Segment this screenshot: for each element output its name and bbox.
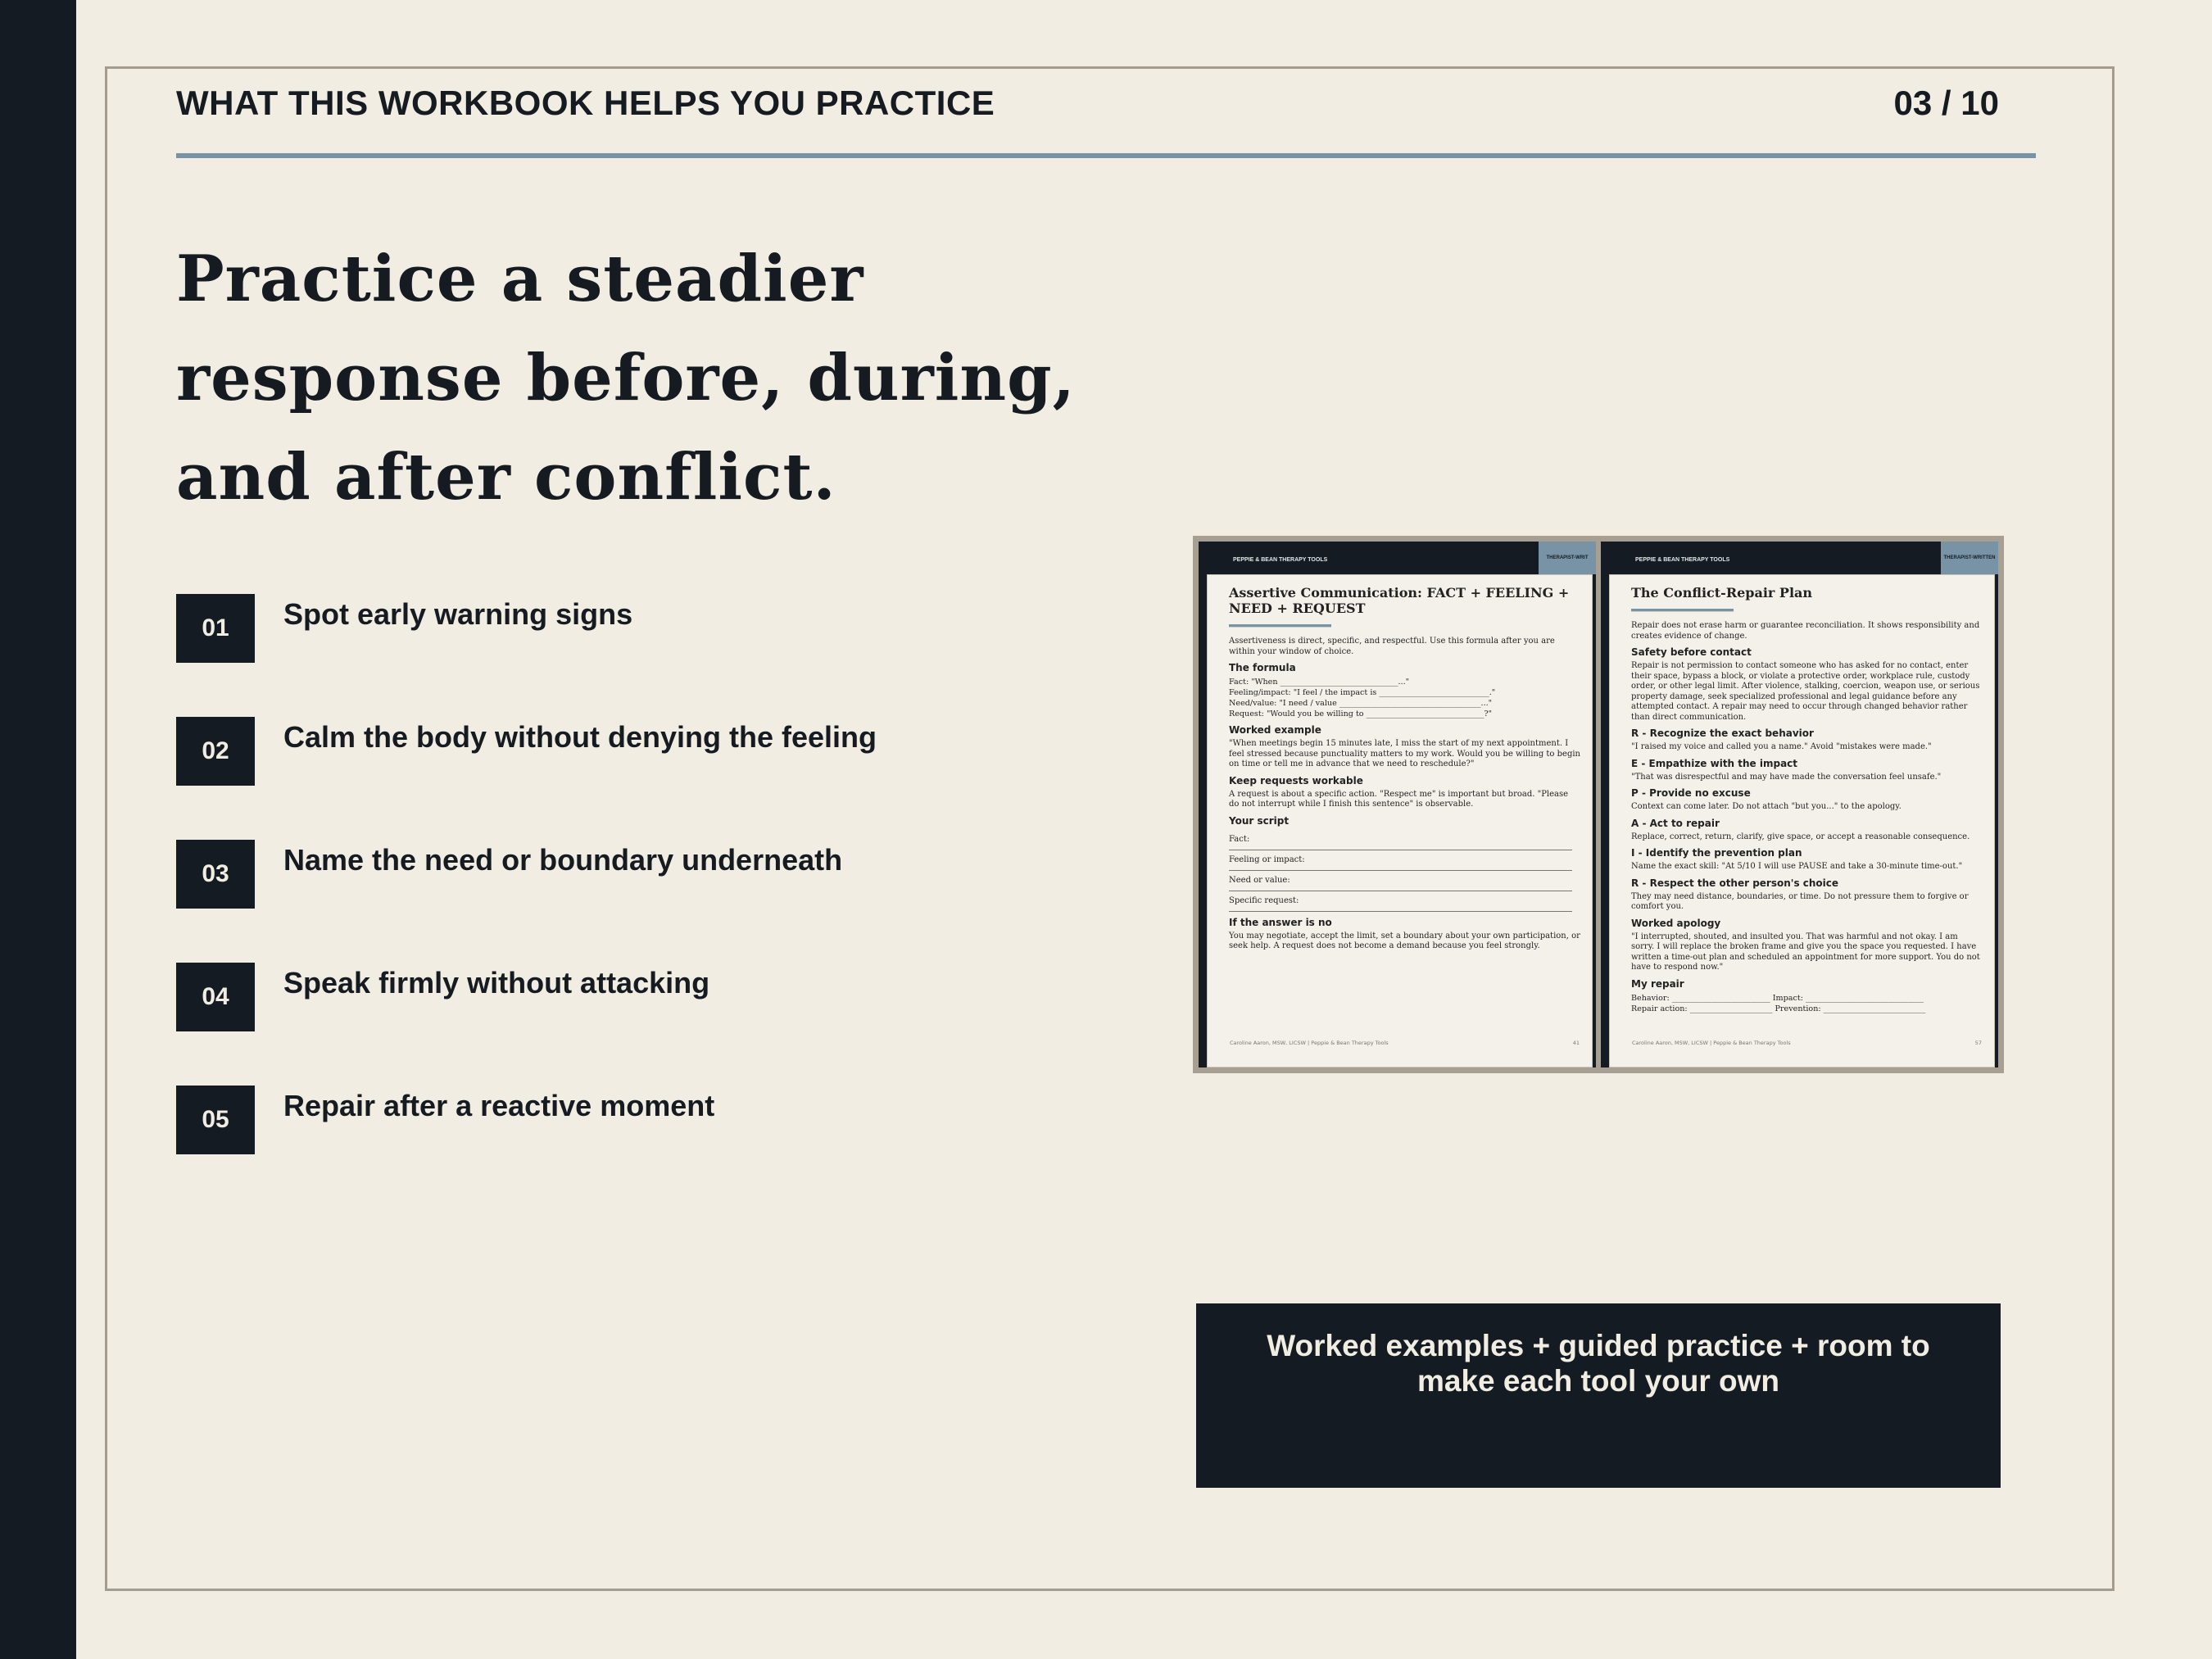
step-text: They may need distance, boundaries, or time. Do not pressure them to forgive or comfort you. bbox=[1631, 891, 1969, 911]
step-text: Name the exact skill: "At 5/10 I will use PAUSE and take a 30-minute time-out." bbox=[1631, 862, 1963, 871]
step-heading: R - Respect the other person's choice bbox=[1631, 877, 1839, 889]
step-heading: R - Recognize the exact behavior bbox=[1631, 728, 1814, 739]
page-brand: PEPPIE & BEAN THERAPY TOOLS bbox=[1233, 557, 1328, 563]
page-footer bbox=[1632, 1040, 1982, 1046]
page-title-rule bbox=[1631, 609, 1734, 612]
step-text: "I raised my voice and called you a name." Avoid "mistakes were made." bbox=[1631, 742, 1932, 751]
list-item bbox=[176, 717, 1077, 786]
formula-line: Request: "Would you be willing to ______________________________?" bbox=[1229, 709, 1493, 718]
step-text: "That was disrespectful and may have made the conversation feel unsafe." bbox=[1631, 772, 1942, 782]
page-footer-number: 57 bbox=[1974, 1040, 1982, 1046]
page-title: The Conflict-Repair Plan bbox=[1631, 585, 1813, 601]
callout-box: Worked examples + guided practice + room to make each tool your own bbox=[1196, 1303, 2001, 1488]
page-tag: THERAPIST-WRITTEN bbox=[1941, 542, 1998, 574]
script-blank-line: Feeling or impact: bbox=[1229, 850, 1572, 871]
list-item bbox=[176, 594, 1077, 663]
formula-line: Need/value: "I need / value ____________________________________..." bbox=[1229, 699, 1493, 708]
item-number-badge: 01 bbox=[176, 594, 255, 663]
step-heading: I - Identify the prevention plan bbox=[1631, 847, 1802, 859]
section-heading: If the answer is no bbox=[1229, 916, 1332, 928]
page-footer-text: Caroline Aaron, MSW, LICSW | Peppie & Bean Therapy Tools bbox=[1230, 1040, 1389, 1046]
list-item bbox=[176, 1086, 1077, 1154]
list-item bbox=[176, 963, 1077, 1031]
left-sidebar-bar bbox=[0, 0, 76, 1659]
step-text: Context can come later. Do not attach "but you..." to the apology. bbox=[1631, 802, 1902, 811]
page-body bbox=[1609, 574, 1995, 1067]
section-text: You may negotiate, accept the limit, set a boundary about your own participation, or seek help. A request does not become a demand because you feel strongly. bbox=[1229, 931, 1580, 950]
page-footer-number: 41 bbox=[1572, 1040, 1580, 1046]
item-label: Calm the body without denying the feeling bbox=[283, 720, 877, 754]
item-number-badge: 03 bbox=[176, 840, 255, 909]
section-text: Repair is not permission to contact someone who has asked for no contact, enter their space, bypass a block, or violate a protective order, workplace rule, custody order, or other legal limit. After violence, stalking, coercion, weapon use, or serious property damage, seek specialized professional and legal guidance before any attempted contact. A repair may need to occur through changed behavior rather than direct communication. bbox=[1631, 661, 1980, 722]
section-heading: Keep requests workable bbox=[1229, 774, 1363, 786]
headline: Practice a steadier response before, during, and after conflict. bbox=[176, 242, 1076, 514]
page-header-bar bbox=[1207, 542, 1596, 573]
script-blank-line: Specific request: bbox=[1229, 891, 1572, 912]
section-heading: Safety before contact bbox=[1631, 646, 1752, 658]
header-divider bbox=[176, 153, 2036, 158]
worked-example-text: "When meetings begin 15 minutes late, I miss the start of my next appointment. I feel stressed because punctuality matters to my work. Would you be willing to begin on time or tell me in advance that we need to reschedule?" bbox=[1229, 739, 1580, 768]
workbook-page-right bbox=[1601, 542, 1998, 1067]
item-number-badge: 05 bbox=[176, 1086, 255, 1154]
section-text: A request is about a specific action. "Respect me" is important but broad. "Please do not interrupt while I finish this sentence" is observable. bbox=[1229, 789, 1569, 809]
header-title: WHAT THIS WORKBOOK HELPS YOU PRACTICE bbox=[176, 84, 995, 122]
item-label: Spot early warning signs bbox=[283, 597, 633, 631]
step-heading: E - Empathize with the impact bbox=[1631, 757, 1798, 769]
item-number-badge: 02 bbox=[176, 717, 255, 786]
workbook-preview bbox=[1193, 536, 2004, 1073]
workbook-page-left bbox=[1199, 542, 1596, 1067]
item-label: Speak firmly without attacking bbox=[283, 966, 710, 999]
item-label: Name the need or boundary underneath bbox=[283, 843, 843, 877]
step-text: Replace, correct, return, clarify, give space, or accept a reasonable consequence. bbox=[1631, 832, 1970, 841]
page-number: 03 / 10 bbox=[1893, 84, 1999, 122]
page-title: Assertive Communication: FACT + FEELING + NEED + REQUEST bbox=[1229, 585, 1570, 616]
section-heading: Worked example bbox=[1229, 724, 1321, 736]
page-tag: THERAPIST-WRIT bbox=[1539, 542, 1596, 574]
page-title-rule bbox=[1229, 624, 1331, 628]
section-heading: Your script bbox=[1229, 814, 1290, 827]
page-footer-text: Caroline Aaron, MSW, LICSW | Peppie & Bean Therapy Tools bbox=[1632, 1040, 1791, 1046]
page-header-bar bbox=[1609, 542, 1998, 573]
section-heading: Worked apology bbox=[1631, 917, 1721, 929]
page-footer bbox=[1230, 1040, 1580, 1046]
repair-line: Behavior: _________________________ Impact: ______________________________ bbox=[1631, 993, 1924, 1003]
formula-line: Fact: "When ______________________________..." bbox=[1229, 678, 1410, 687]
section-heading: My repair bbox=[1631, 977, 1684, 990]
page-brand: PEPPIE & BEAN THERAPY TOOLS bbox=[1635, 557, 1730, 563]
page-intro: Assertiveness is direct, specific, and respectful. Use this formula after you are within your window of choice. bbox=[1229, 637, 1555, 656]
page-intro: Repair does not erase harm or guarantee reconciliation. It shows responsibility and creates evidence of change. bbox=[1631, 621, 1980, 641]
page-body bbox=[1207, 574, 1593, 1067]
script-blank-line: Fact: bbox=[1229, 830, 1572, 850]
script-blank-line: Need or value: bbox=[1229, 871, 1572, 891]
step-heading: P - Provide no excuse bbox=[1631, 787, 1751, 799]
section-heading: The formula bbox=[1229, 662, 1296, 673]
item-label: Repair after a reactive moment bbox=[283, 1089, 715, 1122]
repair-line: Repair action: _____________________ Prevention: __________________________ bbox=[1631, 1004, 1926, 1013]
formula-line: Feeling/impact: "I feel / the impact is ____________________________." bbox=[1229, 688, 1496, 697]
step-heading: A - Act to repair bbox=[1631, 817, 1720, 829]
item-number-badge: 04 bbox=[176, 963, 255, 1031]
list-item bbox=[176, 840, 1077, 909]
section-text: "I interrupted, shouted, and insulted you. That was harmful and not okay. I am sorry. I will replace the broken frame and give you the space you requested. I have written a time-out plan and scheduled an appointment for more support. You do not have to respond now." bbox=[1631, 931, 1980, 972]
